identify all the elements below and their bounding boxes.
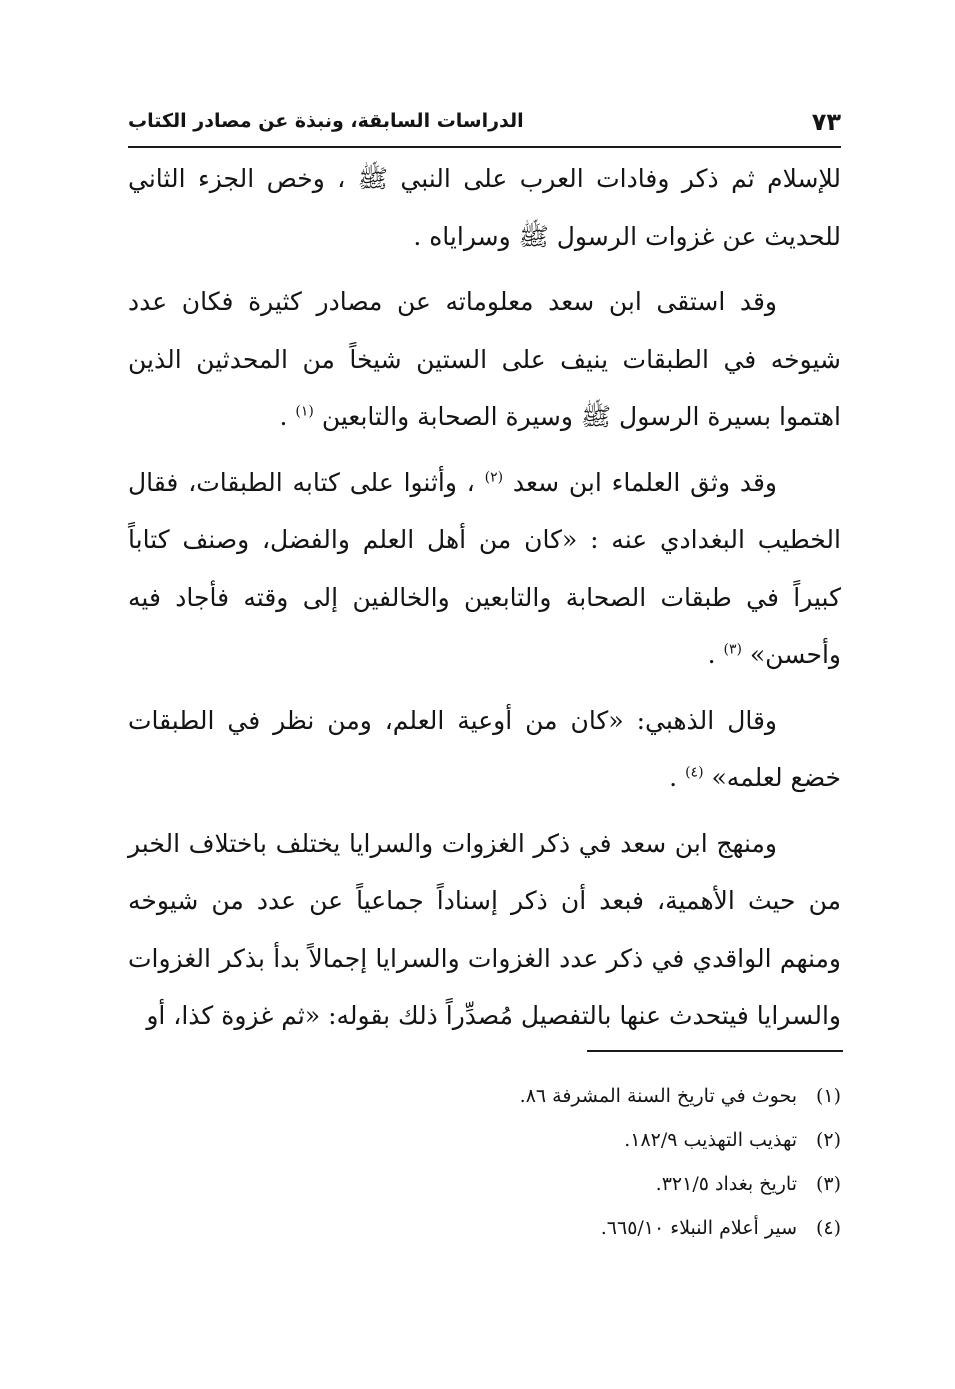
footnote-number: (٢) <box>815 1129 841 1151</box>
footnote-item <box>128 1118 841 1162</box>
paragraph-2 <box>128 273 841 446</box>
paragraph-text: وقد استقى ابن سعد معلوماته عن مصادر كثيرة فكان عدد شيوخه في الطبقات ينيف على الستين شيخاً من المحدثين الذين اهتموا بسيرة الرسول ﷺ وسيرة الصحابة والتابعين <box>128 287 841 431</box>
paragraph-tail: . <box>279 402 288 431</box>
footnote-ref[interactable]: (٣) <box>723 641 742 658</box>
footnote-separator <box>587 1050 843 1052</box>
paragraph-text: ، وأثنوا على كتابه الطبقات، فقال الخطيب البغدادي عنه : «كان من أهل العلم والفضل، وصنف كتاباً كبيراً في طبقات الصحابة والتابعين والخالفين إلى وقته فأجاد فيه وأحسن» <box>128 467 841 669</box>
footnote-text: بحوث في تاريخ السنة المشرفة ٨٦. <box>519 1085 797 1107</box>
footnote-item <box>128 1074 841 1118</box>
paragraph-5 <box>128 815 841 1045</box>
page-number: ٧٣ <box>811 108 841 136</box>
paragraph-1 <box>128 150 841 265</box>
footnote-text: سير أعلام النبلاء ٦٦٥/١٠. <box>600 1217 797 1239</box>
footnote-ref[interactable]: (٢) <box>484 469 504 486</box>
footnote-number: (٤) <box>815 1217 841 1239</box>
footnote-ref[interactable]: (١) <box>295 403 314 420</box>
footnote-ref[interactable]: (٤) <box>685 764 704 781</box>
paragraph-tail: . <box>707 640 716 669</box>
paragraph-text: وقال الذهبي: «كان من أوعية العلم، ومن نظر في الطبقات خضع لعلمه» <box>128 705 841 792</box>
footnote-item <box>128 1162 841 1206</box>
footnote-number: (٣) <box>815 1173 841 1195</box>
paragraph-text: للإسلام ثم ذكر وفادات العرب على النبي ﷺ ، وخص الجزء الثاني للحديث عن غزوات الرسول ﷺ وسراياه . <box>128 164 841 251</box>
running-header <box>128 106 841 148</box>
paragraph-3 <box>128 454 841 684</box>
main-text <box>128 150 841 1045</box>
paragraph-4 <box>128 692 841 807</box>
footnote-text: تهذيب التهذيب ١٨٢/٩. <box>624 1129 797 1151</box>
paragraph-tail: . <box>669 763 678 792</box>
footnote-item <box>128 1206 841 1250</box>
footnotes <box>128 1074 841 1250</box>
paragraph-lead: وقد وثق العلماء ابن سعد <box>503 467 777 497</box>
footnote-text: تاريخ بغداد ٣٢١/٥. <box>655 1173 797 1195</box>
header-title: الدراسات السابقة، ونبذة عن مصادر الكتاب <box>128 110 524 132</box>
paragraph-text: ومنهج ابن سعد في ذكر الغزوات والسرايا يختلف باختلاف الخبر من حيث الأهمية، فبعد أن ذكر إسناداً جماعياً عن عدد من شيوخه ومنهم الواقدي في ذكر عدد الغزوات والسرايا إجمالاً بدأ بذكر الغزوات والسرايا فيتحدث عنها بالتفصيل مُصدِّراً ذلك بقوله: «ثم غزوة كذا، أو <box>128 828 841 1030</box>
footnote-number: (١) <box>815 1085 841 1107</box>
